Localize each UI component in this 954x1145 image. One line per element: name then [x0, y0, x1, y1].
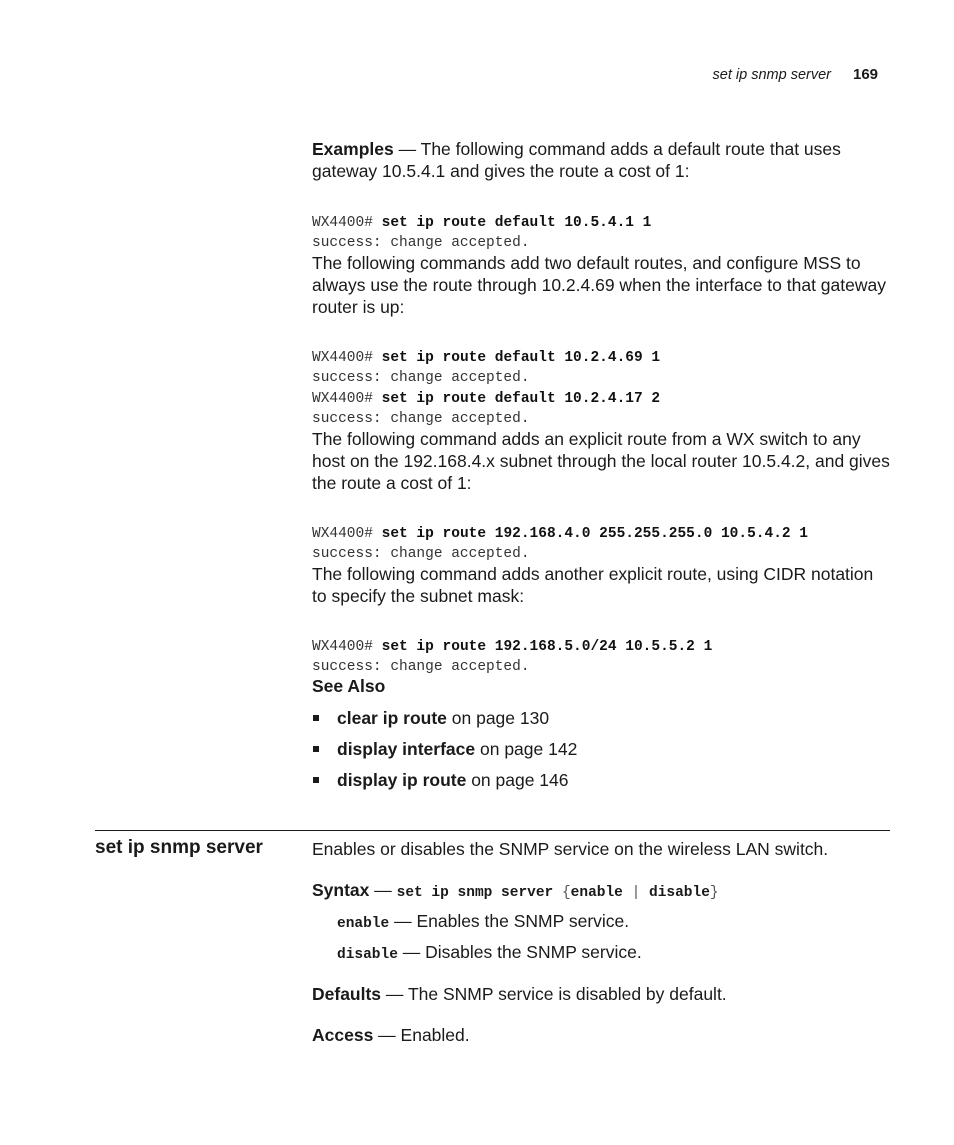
running-header-title: set ip snmp server — [712, 67, 831, 83]
code-line — [312, 657, 892, 678]
code-output: success: change accepted. — [312, 235, 530, 251]
section-description-text: Enables or disables the SNMP service on the wireless LAN switch. — [312, 839, 829, 859]
param-desc: — Enables the SNMP service. — [389, 911, 630, 931]
defaults-line — [312, 983, 892, 1005]
paragraph-3-text: The following command adds an explicit route from a WX switch to any host on the 192.168.4.x subnet through the local router 10.5.4.2, and gives the route a cost of 1: — [312, 429, 890, 493]
param-name: disable — [337, 947, 398, 963]
see-also-page-ref: on page 130 — [446, 708, 550, 728]
code-prompt: WX4400# — [312, 214, 382, 231]
code-line — [312, 368, 892, 389]
code-output: success: change accepted. — [312, 370, 530, 386]
see-also-heading: See Also — [312, 676, 386, 696]
see-also-page-ref: on page 146 — [466, 770, 569, 790]
syntax-brace-open: { — [553, 885, 571, 901]
examples-intro — [312, 138, 892, 182]
see-also-list — [312, 707, 892, 800]
examples-block — [312, 138, 892, 182]
defaults-label: Defaults — [312, 984, 382, 1004]
param-disable — [337, 941, 887, 966]
examples-intro-text: — The following command adds a default route that uses gateway 10.5.4.1 and gives the route a cost of 1: — [312, 139, 841, 181]
paragraph-2 — [312, 252, 892, 318]
see-also-link-clear-ip-route[interactable]: clear ip route — [337, 708, 447, 728]
code-line — [312, 233, 892, 254]
param-enable — [337, 910, 887, 935]
see-also-page-ref: on page 142 — [475, 739, 578, 759]
syntax-line — [312, 879, 892, 904]
code-line — [312, 348, 892, 369]
code-prompt: WX4400# — [312, 525, 382, 542]
examples-label: Examples — [312, 139, 394, 159]
syntax-option-disable: disable — [649, 885, 710, 901]
see-also-section — [312, 676, 892, 697]
section-description — [312, 838, 892, 860]
see-also-item — [312, 769, 892, 800]
code-command: set ip route default 10.5.4.1 1 — [381, 214, 652, 231]
code-command: set ip route 192.168.5.0/24 10.5.5.2 1 — [381, 638, 713, 655]
syntax-separator: | — [622, 885, 649, 901]
code-prompt: WX4400# — [312, 638, 382, 655]
syntax-command: set ip snmp server — [396, 885, 554, 901]
code-line — [312, 409, 892, 430]
code-line — [312, 524, 892, 545]
code-command: set ip route default 10.2.4.69 1 — [381, 349, 661, 366]
bullet-icon — [313, 715, 319, 721]
param-desc: — Disables the SNMP service. — [397, 942, 642, 962]
syntax-label: Syntax — [312, 880, 370, 900]
code-prompt: WX4400# — [312, 349, 382, 366]
code-output: success: change accepted. — [312, 546, 530, 562]
access-line — [312, 1024, 892, 1046]
syntax-option-enable: enable — [570, 885, 623, 901]
paragraph-2-text: The following commands add two default routes, and configure MSS to always use the route through 10.2.4.69 when the interface to that gateway router is up: — [312, 253, 886, 317]
syntax-brace-close: } — [709, 885, 719, 901]
access-label: Access — [312, 1025, 374, 1045]
see-also-item — [312, 707, 892, 738]
code-output: success: change accepted. — [312, 411, 530, 427]
paragraph-4 — [312, 563, 892, 607]
see-also-link-display-interface[interactable]: display interface — [337, 739, 476, 759]
paragraph-3 — [312, 428, 892, 494]
bullet-icon — [313, 777, 319, 783]
code-prompt: WX4400# — [312, 390, 382, 407]
see-also-list-wrap — [312, 707, 892, 800]
code-line — [312, 389, 892, 410]
defaults-text: — The SNMP service is disabled by default. — [381, 984, 727, 1004]
code-output: success: change accepted. — [312, 659, 530, 675]
bullet-icon — [313, 746, 319, 752]
see-also-link-display-ip-route[interactable]: display ip route — [337, 770, 467, 790]
section-divider — [95, 830, 890, 831]
code-line — [312, 544, 892, 565]
paragraph-4-text: The following command adds another explicit route, using CIDR notation to specify the subnet mask: — [312, 564, 874, 606]
param-name: enable — [337, 916, 390, 932]
section-title: set ip snmp server — [95, 837, 263, 858]
code-command: set ip route default 10.2.4.17 2 — [381, 390, 661, 407]
access-text: — Enabled. — [373, 1025, 470, 1045]
code-command: set ip route 192.168.4.0 255.255.255.0 10.5.4.2 1 — [381, 525, 808, 542]
page-number: 169 — [853, 66, 879, 83]
syntax-dash: — — [369, 880, 397, 900]
code-line — [312, 213, 892, 234]
see-also-item — [312, 738, 892, 769]
code-line — [312, 637, 892, 658]
